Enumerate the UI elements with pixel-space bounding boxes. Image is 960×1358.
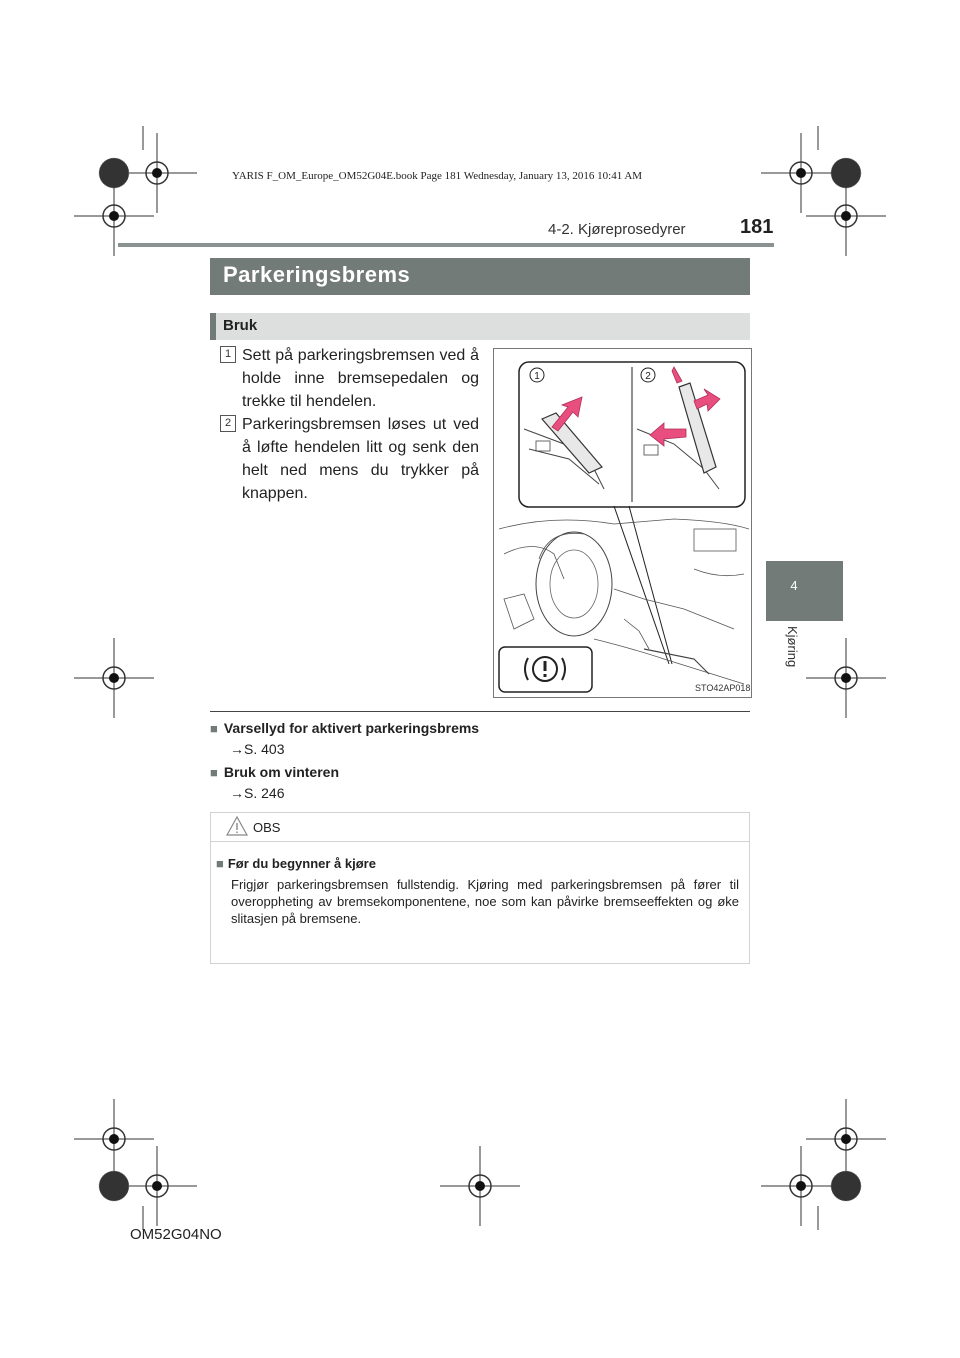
step-text-2: Parkeringsbremsen løses ut ved å løfte hendelen litt og senk den helt ned mens du trykker på knappen. xyxy=(242,416,479,502)
caution-body: Frigjør parkeringsbremsen fullstendig. Kjøring med parkeringsbremsen på fører til overoppheting av bremsekomponentene, noe som kan påvirke bremseeffekten og øke slitasjen på bremsene. xyxy=(231,877,739,926)
note-heading-1 xyxy=(210,720,479,736)
subtitle-accent xyxy=(210,313,216,340)
subtitle-bar xyxy=(210,313,750,340)
book-info-line: YARIS F_OM_Europe_OM52G04E.book Page 181 Wednesday, January 13, 2016 10:41 AM xyxy=(232,170,643,182)
chapter-number: 4 xyxy=(790,578,798,593)
square-bullet-icon: ■ xyxy=(216,856,224,871)
caution-heading-text: Før du begynner å kjøre xyxy=(227,856,376,871)
square-bullet-icon: ■ xyxy=(210,765,218,780)
parking-brake-illustration xyxy=(493,348,752,698)
caution-header xyxy=(211,813,749,842)
caution-label: OBS xyxy=(253,820,281,835)
caution-triangle-icon xyxy=(226,815,248,837)
subtitle: Bruk xyxy=(223,317,258,334)
note-heading-1-text: Varsellyd for aktivert parkeringsbrems xyxy=(223,720,480,736)
callout-2: 2 xyxy=(645,371,651,382)
chapter-label xyxy=(778,626,808,686)
step-number-2: 2 xyxy=(220,415,236,432)
illustration-drawing xyxy=(494,349,751,697)
callout-1: 1 xyxy=(534,371,540,382)
step-text-1: Sett på parkeringsbremsen ved å holde inne bremsepedalen og trekke til hendelen. xyxy=(242,347,479,410)
page-number: 181 xyxy=(740,216,774,238)
footer-code: OM52G04NO xyxy=(130,1226,222,1243)
figure-code: STO42AP018 xyxy=(695,683,751,693)
note-ref-2: →S. 246 xyxy=(230,785,285,801)
caution-heading xyxy=(216,856,376,871)
page-title: Parkeringsbrems xyxy=(223,262,411,287)
square-bullet-icon: ■ xyxy=(210,721,218,736)
chapter-label-text: Kjøring xyxy=(785,626,800,668)
note-heading-2-text: Bruk om vinteren xyxy=(223,764,339,780)
note-heading-2 xyxy=(210,764,339,780)
header-rule xyxy=(118,243,774,247)
header-section-title: 4-2. Kjøreprosedyrer xyxy=(548,221,686,238)
note-ref-1: →S. 403 xyxy=(230,741,285,757)
step-number-1: 1 xyxy=(220,346,236,363)
separator-line xyxy=(210,711,750,712)
